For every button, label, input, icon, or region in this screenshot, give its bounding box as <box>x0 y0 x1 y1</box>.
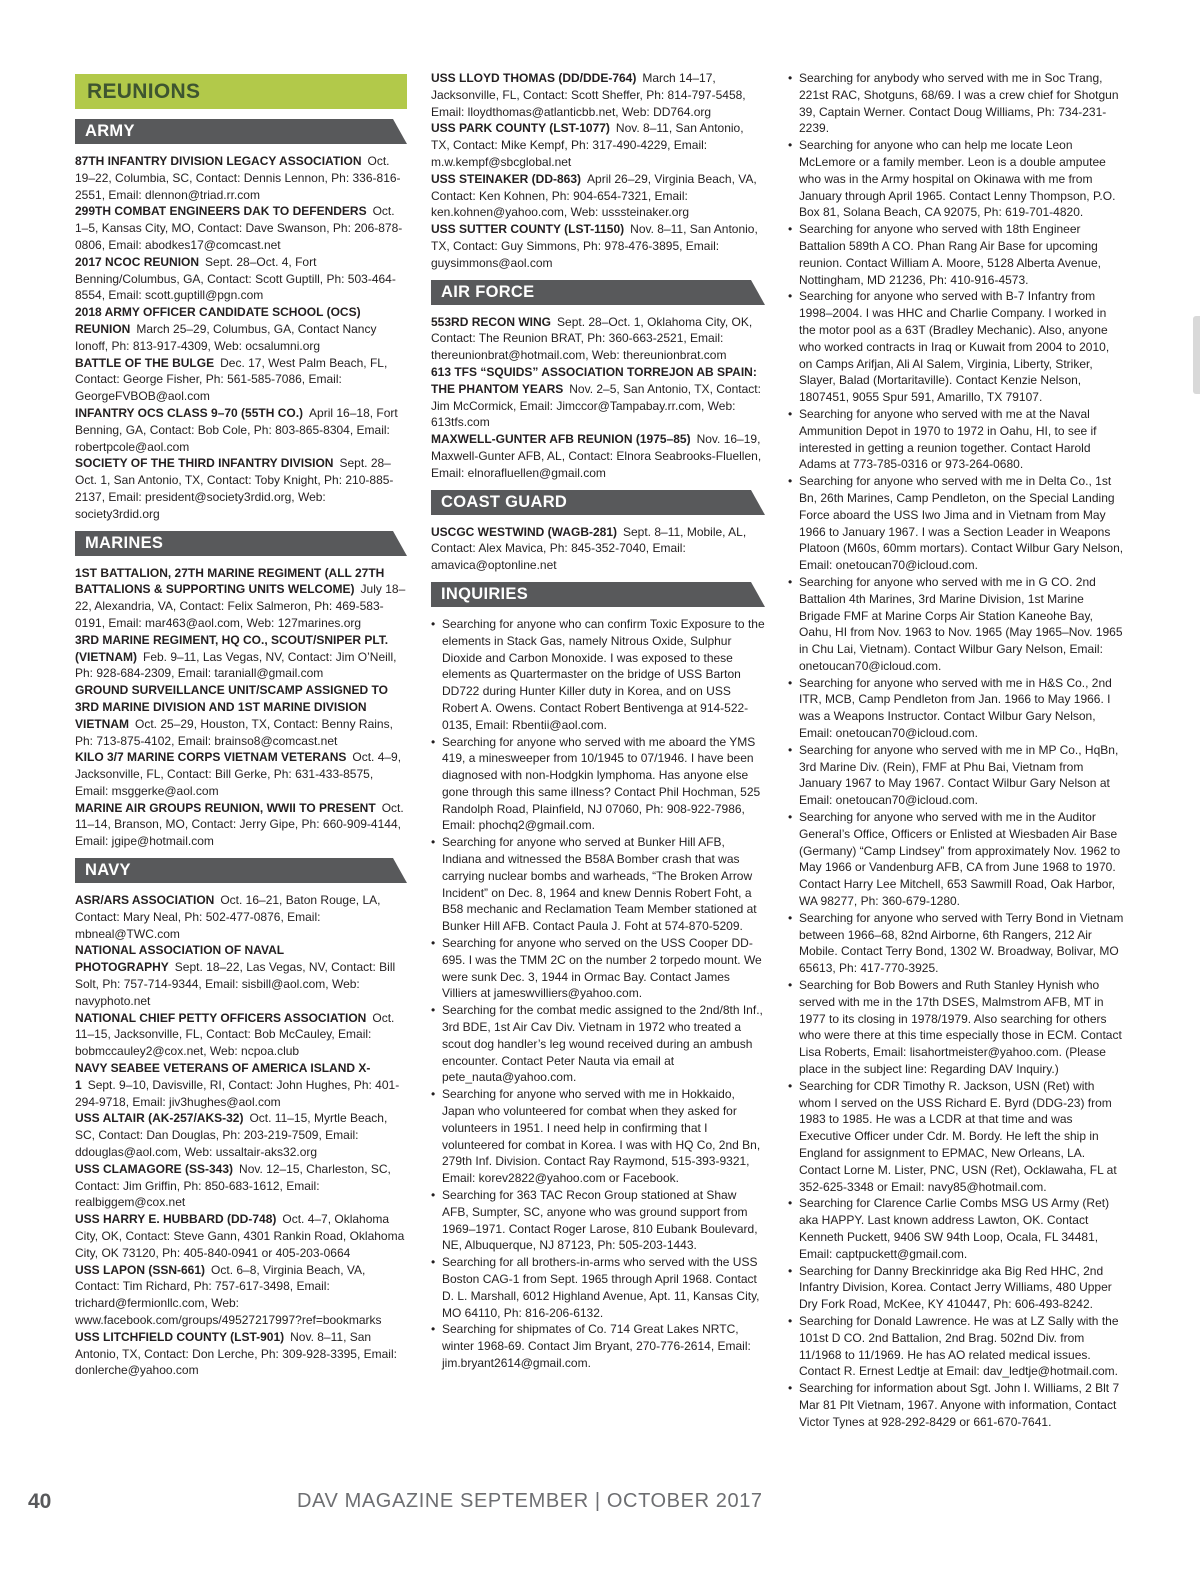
inquiry-item: • Searching for anyone who served with me at the Naval Ammunition Depot in 1970 to 1972 in Oahu, HI, to see if interested in getting a reunion together. Contact Harold Adams at 773-785-0316 or 973-264-0680. <box>788 406 1124 473</box>
reunion-name: INFANTRY OCS CLASS 9–70 (55TH CO.) <box>75 405 304 420</box>
reunion-details: Oct. 6–8, Virginia Beach, VA, Contact: Tim Richard, Ph: 757-617-3498, Email: trichard@fermionllc.com, Web: www.facebook.com/groups/49527217997?ref=bookmarks <box>75 1262 382 1327</box>
inquiry-item: • Searching for information about Sgt. John I. Williams, 2 Blt 7 Mar 81 Plt Vietnam, 1967. Anyone with information, Contact Victor Tynes at 928-292-8429 or 661-670-7641. <box>788 1380 1124 1430</box>
reunion-name: SOCIETY OF THE THIRD INFANTRY DIVISION <box>75 456 334 471</box>
reunion-details: Dec. 17, West Palm Beach, FL, Contact: George Fisher, Ph: 561-585-7086, Email: GeorgeFVBOB@aol.com <box>75 355 388 404</box>
section-header-coast-guard: COAST GUARD <box>431 490 765 515</box>
column-middle <box>431 70 765 1372</box>
inquiry-item: • Searching for anyone who served with me in Delta Co., 1st Bn, 26th Marines, Camp Pendleton, on the Special Landing Force aboard the USS Iwo Jima and in Vietnam from May 1966 to January 1967. I was a Section Leader in Weapons Platoon (M60s, 60mm mortars). Contact Wilbur Gary Nelson, Email: onetoucan70@icloud.com. <box>788 473 1124 574</box>
reunion-details: Oct. 25–29, Houston, TX, Contact: Benny Rains, Ph: 713-875-4102, Email: brainso8@comcast.net <box>75 716 393 748</box>
reunion-name: USS ALTAIR (AK-257/AKS-32) <box>75 1111 244 1126</box>
reunion-details: Sept. 28–Oct. 1, Oklahoma City, OK, Contact: The Reunion BRAT, Ph: 360-663-2521, Email: thereunionbrat@hotmail.com, Web: thereunionbrat.com <box>431 314 753 363</box>
reunion-name: USS LAPON (SSN-661) <box>75 1262 206 1277</box>
reunion-entry <box>431 314 765 364</box>
reunion-details: Nov. 16–19, Maxwell-Gunter AFB, AL, Contact: Elnora Seabrooks-Fluellen, Email: elnorafluellen@gmail.com <box>431 432 762 480</box>
reunion-entry <box>431 221 765 271</box>
inquiry-item: • Searching for CDR Timothy R. Jackson, USN (Ret) with whom I served on the USS Richard E. Byrd (DDG-23) from 1983 to 1985. He was a LCDR at that time and was Executive Officer under Cdr. M. Bordy. He left the ship in England for assignment to EPMAC, New Orleans, LA. Contact Lorne M. Lister, PNC, USN (Ret), Ocklawaha, FL at 352-625-3348 or Email: navy85@hotmail.com. <box>788 1078 1124 1196</box>
reunion-name: 553RD RECON WING <box>431 314 552 329</box>
inquiry-item: • Searching for anyone who served with me in the Auditor General’s Office, Officers or Enlisted at Wiesbaden Air Base (Germany) “Camp Lindsey” from approximately Nov. 1962 to May 1966 or Vandenburg AFB, CA from June 1968 to 1970. Contact Harry Lee Mitchell, 653 Sawmill Road, Oak Harbor, WA 98277, Ph: 360-679-1280. <box>788 809 1124 910</box>
reunion-name: USS HARRY E. HUBBARD (DD-748) <box>75 1212 277 1227</box>
section-header-navy: NAVY <box>75 858 407 883</box>
inquiry-item: • Searching for anyone who served at Bunker Hill AFB, Indiana and witnessed the B58A Bomber crash that was carrying nuclear bombs and warheads, “The Broken Arrow Incident” on Dec. 8, 1964 and knew Dennis Robert Foht, a B58 mechanic and Reclamation Team Member stationed at Bunker Hill AFB. Contact Paula J. Foht at 574-870-5209. <box>431 834 765 935</box>
reunion-name: USS STEINAKER (DD-863) <box>431 171 582 186</box>
reunion-name: 87TH INFANTRY DIVISION LEGACY ASSOCIATION <box>75 154 362 168</box>
reunion-entry <box>75 1060 407 1110</box>
coast-guard-list <box>431 524 765 574</box>
inquiry-item: • Searching for anyone who served with me aboard the YMS 419, a minesweeper from 10/1945 to 07/1946. I have been diagnosed with non-Hodgkin lymphoma. Has anyone else gone through this same illness? Contact Phil Hochman, 525 Randolph Road, Plainfield, NJ 07060, Ph: 908-922-7986, Email: phochq2@gmail.com. <box>431 734 765 835</box>
reunion-entry <box>75 254 407 304</box>
page-title: REUNIONS <box>75 74 407 109</box>
reunion-entry <box>75 682 407 749</box>
reunion-entry <box>75 892 407 942</box>
reunion-entry <box>75 800 407 850</box>
reunion-details: April 16–18, Fort Benning, GA, Contact: Bob Cole, Ph: 803-865-8304, Email: robertpcole@aol.com <box>75 405 398 454</box>
reunion-entry <box>431 70 765 120</box>
reunion-details: Oct. 4–7, Oklahoma City, OK, Contact: Steve Gann, 4301 Rankin Road, Oklahoma City, OK 73120, Ph: 405-840-0941 or 405-203-0664 <box>75 1212 405 1260</box>
reunion-name: 613 TFS “SQUIDS” ASSOCIATION TORREJON AB SPAIN: THE PHANTOM YEARS <box>431 364 757 396</box>
inquiry-item: • Searching for anyone who served with me in H&S Co., 2nd ITR, MCB, Camp Pendleton from Jan. 1966 to May 1966. I was a Weapons Instructor. Contact Wilbur Gary Nelson, Email: onetoucan70@icloud.com. <box>788 675 1124 742</box>
navy-list-part2 <box>431 70 765 272</box>
reunion-entry <box>75 1110 407 1160</box>
reunion-name: ASR/ARS ASSOCIATION <box>75 893 215 908</box>
reunion-name: BATTLE OF THE BULGE <box>75 355 215 370</box>
inquiry-item: • Searching for Danny Breckinridge aka Big Red HHC, 2nd Infantry Division, Korea. Contact Jerry Williams, 480 Upper Dry Fork Road, McKee, KY 410447, Ph: 606-493-8242. <box>788 1263 1124 1313</box>
reunion-name: GROUND SURVEILLANCE UNIT/SCAMP ASSIGNED TO 3RD MARINE DIVISION AND 1ST MARINE DIVISION VIETNAM <box>75 683 388 731</box>
reunion-name: USS LLOYD THOMAS (DD/DDE-764) <box>431 71 637 85</box>
reunion-name: USS SUTTER COUNTY (LST-1150) <box>431 222 625 237</box>
inquiry-item: • Searching for 363 TAC Recon Group stationed at Shaw AFB, Sumpter, SC, anyone who was ground support from 1969–1971. Contact Roger Larose, 810 Eubank Boulevard, NE, Albuquerque, NJ 87123, Ph: 505-203-1443. <box>431 1187 765 1254</box>
inquiry-item: • Searching for anyone who can help me locate Leon McLemore or a family member. Leon is a double amputee who was in the Army hospital on Okinawa with me from January through April 1965. Contact Lenny Thompson, P.O. Box 81, Solana Beach, CA 92075, Ph: 619-701-4820. <box>788 137 1124 221</box>
reunion-details: July 18–22, Alexandria, VA, Contact: Felix Salmeron, Ph: 469-583-0191, Email: mar463@aol.com, Web: 127marines.org <box>75 582 406 630</box>
reunion-details: Sept. 18–22, Las Vegas, NV, Contact: Bill Solt, Ph: 757-714-9344, Email: sisbill@aol.com, Web: navyphoto.net <box>75 960 396 1008</box>
inquiry-item: • Searching for Bob Bowers and Ruth Stanley Hynish who served with me in the 17th DSES, Malmstrom AFB, MT in 1977 to its closing in 1978/1979. Also searching for others who were there at this time especially those in ECM. Contact Lisa Roberts, Email: lisahortmeister@yahoo.com. (Please place in the subject line: Regarding DAV Inquiry.) <box>788 977 1124 1078</box>
army-list <box>75 153 407 523</box>
reunion-name: 3RD MARINE REGIMENT, HQ CO., SCOUT/SNIPER PLT. (VIETNAM) <box>75 632 389 664</box>
marines-list <box>75 565 407 851</box>
reunion-entry <box>75 355 407 405</box>
section-header-air-force: AIR FORCE <box>431 280 765 305</box>
inquiry-item: • Searching for Clarence Carlie Combs MSG US Army (Ret) aka HAPPY. Last known address Lawton, OK. Contact Kenneth Puckett, 9406 SW 94th Loop, Ocala, FL 34481, Email: captpuckett@gmail.com. <box>788 1195 1124 1262</box>
reunion-details: Sept. 8–11, Mobile, AL, Contact: Alex Mavica, Ph: 845-352-7040, Email: amavica@optonline.net <box>431 524 747 573</box>
reunion-name: 2017 NCOC REUNION <box>75 254 200 269</box>
reunion-entry <box>75 1329 407 1379</box>
reunion-details: March 14–17, Jacksonville, FL, Contact: Scott Sheffer, Ph: 814-797-5458, Email: lloydthomas@atlanticbb.net, Web: DD764.org <box>431 71 746 119</box>
reunion-entry <box>75 153 407 203</box>
reunion-details: Nov. 8–11, San Antonio, TX, Contact: Mike Kempf, Ph: 317-490-4229, Email: m.w.kempf@sbcglobal.net <box>431 121 744 169</box>
reunion-details: Nov. 8–11, San Antonio, TX, Contact: Don Lerche, Ph: 309-928-3395, Email: donlerche@yahoo.com <box>75 1329 397 1378</box>
reunion-name: 2018 ARMY OFFICER CANDIDATE SCHOOL (OCS) REUNION <box>75 305 361 336</box>
column-right <box>788 70 1124 1431</box>
reunion-entry <box>75 455 407 522</box>
reunion-name: KILO 3/7 MARINE CORPS VIETNAM VETERANS <box>75 750 347 765</box>
reunion-entry <box>75 749 407 799</box>
reunion-name: USS LITCHFIELD COUNTY (LST-901) <box>75 1329 285 1344</box>
column-left <box>75 70 407 1379</box>
inquiry-item: • Searching for anyone who served on the USS Cooper DD-695. I was the TMM 2C on the number 2 torpedo mount. We were sunk Dec. 3, 1944 in Ormac Bay. Contact James Villiers at jameswvilliers@yahoo.com. <box>431 935 765 1002</box>
inquiry-item: • Searching for anyone who served with 18th Engineer Battalion 589th A CO. Phan Rang Air Base for upcoming reunion. Contact William A. Moore, 5128 Alberta Avenue, Nottingham, MD 21236, Ph: 410-916-4573. <box>788 221 1124 288</box>
section-header-marines: MARINES <box>75 531 407 556</box>
reunion-entry <box>431 364 765 431</box>
reunion-details: Sept. 28–Oct. 4, Fort Benning/Columbus, GA, Contact: Scott Guptill, Ph: 503-464-8554, Email: scott.guptill@pgn.com <box>75 254 396 303</box>
reunion-entry <box>75 203 407 253</box>
reunion-details: Sept. 28–Oct. 1, San Antonio, TX, Contact: Toby Knight, Ph: 210-885-2137, Email: president@society3rdid.org, Web: society3rdid.org <box>75 456 394 521</box>
reunion-entry <box>75 942 407 1009</box>
reunion-name: MAXWELL-GUNTER AFB REUNION (1975–85) <box>431 432 691 447</box>
reunion-entry <box>431 431 765 481</box>
reunion-entry <box>75 1161 407 1211</box>
reunion-entry <box>431 120 765 170</box>
inquiries-list-part1 <box>431 616 765 1372</box>
inquiry-item: • Searching for anyone who served with B-7 Infantry from 1998–2004. I was HHC and Charlie Company. I worked in the motor pool as a 63T (Bradley Mechanic). Also, anyone who worked contracts in Iraq or Kuwait from 2004 to 2010, on Camps Arifjan, Ali Al Salem, Virginia, Liberty, Striker, Slayer, Balad (Mortaritaville). Contact Kenzie Nelson, 1807451, 9055 Spur 591, Amarillo, TX 79107. <box>788 288 1124 406</box>
reunion-details: Oct. 11–15, Myrtle Beach, SC, Contact: Dan Douglas, Ph: 203-219-7509, Email: ddouglas@aol.com, Web: ussaltair-aks32.org <box>75 1111 388 1160</box>
reunion-details: Nov. 8–11, San Antonio, TX, Contact: Guy Simmons, Ph: 978-476-3895, Email: guysimmons@aol.com <box>431 222 758 270</box>
reunion-entry <box>75 1010 407 1060</box>
reunion-name: NATIONAL CHIEF PETTY OFFICERS ASSOCIATION <box>75 1010 367 1025</box>
reunion-details: Oct. 19–22, Columbia, SC, Contact: Dennis Lennon, Ph: 336-816-2551, Email: dlennon@triad.rr.com <box>75 154 401 202</box>
reunion-details: Oct. 11–15, Jacksonville, FL, Contact: Bob McCauley, Email: bobmccauley2@cox.net, Web: ncpoa.club <box>75 1010 395 1059</box>
reunion-details: Nov. 12–15, Charleston, SC, Contact: Jim Griffin, Ph: 850-683-1612, Email: realbiggem@cox.net <box>75 1161 391 1210</box>
reunion-details: Oct. 4–9, Jacksonville, FL, Contact: Bill Gerke, Ph: 631-433-8575, Email: msggerke@aol.com <box>75 750 402 798</box>
air-force-list <box>431 314 765 482</box>
reunion-details: Oct. 16–21, Baton Rouge, LA, Contact: Mary Neal, Ph: 502-477-0876, Email: mbneal@TWC.com <box>75 893 381 941</box>
inquiry-item: • Searching for anyone who served with Terry Bond in Vietnam between 1966–68, 82nd Airborne, 6th Rangers, 212 Air Mobile. Contact Terry Bond, 1302 W. Broadway, Bolivar, MO 65613, Ph: 417-770-3925. <box>788 910 1124 977</box>
reunion-name: MARINE AIR GROUPS REUNION, WWII TO PRESENT <box>75 800 376 815</box>
section-header-inquiries: INQUIRIES <box>431 582 765 607</box>
reunion-details: March 25–29, Columbus, GA, Contact Nancy Ionoff, Ph: 813-917-4309, Web: ocsalumni.org <box>75 321 377 353</box>
magazine-footer: DAV MAGAZINE SEPTEMBER | OCTOBER 2017 <box>297 1490 763 1512</box>
reunion-name: USCGC WESTWIND (WAGB-281) <box>431 524 617 539</box>
reunion-details: Oct. 11–14, Branson, MO, Contact: Jerry Gipe, Ph: 660-909-4144, Email: jgipe@hotmail.com <box>75 800 404 849</box>
reunion-details: Sept. 9–10, Davisville, RI, Contact: John Hughes, Ph: 401-294-9718, Email: jiv3hughes@aol.com <box>75 1077 400 1109</box>
inquiry-item: • Searching for all brothers-in-arms who served with the USS Boston CAG-1 from Sept. 1965 through April 1968. Contact D. L. Marshall, 6012 Highland Avenue, Apt. 11, Kansas City, MO 64110, Ph: 816-206-6132. <box>431 1254 765 1321</box>
inquiry-item: • Searching for anybody who served with me in Soc Trang, 221st RAC, Shotguns, 68/69. I was a crew chief for Shotgun 39, Captain Werner. Contact Doug Williams, Ph: 734-231-2239. <box>788 70 1124 137</box>
reunion-entry <box>75 405 407 455</box>
page-number: 40 <box>28 1490 52 1513</box>
reunion-entry <box>75 304 407 354</box>
page-edge-tab <box>1193 316 1200 394</box>
reunion-entry <box>431 171 765 221</box>
reunion-details: Feb. 9–11, Las Vegas, NV, Contact: Jim O’Neill, Ph: 928-684-2309, Email: taraniall@gmail.com <box>75 649 397 681</box>
inquiry-item: • Searching for anyone who served with me in G CO. 2nd Battalion 4th Marines, 3rd Marine Division, 1st Marine Brigade FMF at Marine Corps Air Station Kaneohe Bay, Oahu, HI from Nov. 1963 to Nov. 1965 (May 1965–Nov. 1965 in Chu Lai, Vietnam). Contact Wilbur Gary Nelson, Email: onetoucan70@icloud.com. <box>788 574 1124 675</box>
reunion-entry <box>75 1211 407 1261</box>
inquiry-item: • Searching for shipmates of Co. 714 Great Lakes NRTC, winter 1968-69. Contact Jim Bryant, 270-776-2614, Email: jim.bryant2614@gmail.com. <box>431 1321 765 1371</box>
reunion-entry <box>75 565 407 632</box>
inquiry-item: • Searching for anyone who served with me in Hokkaido, Japan who volunteered for combat when they asked for volunteers in 1951. I need help in confirming that I volunteered for combat in Korea. I was with HQ Co, 2nd Bn, 279th Inf. Division. Contact Ray Raymond, 515-393-9321, Email: korev2822@yahoo.com or Facebook. <box>431 1086 765 1187</box>
reunion-entry <box>75 1262 407 1329</box>
reunion-details: Oct. 1–5, Kansas City, MO, Contact: Dave Swanson, Ph: 206-878-0806, Email: abodkes17@comcast.net <box>75 204 403 252</box>
reunion-name: NATIONAL ASSOCIATION OF NAVAL PHOTOGRAPHY <box>75 943 284 975</box>
reunion-name: USS CLAMAGORE (SS-343) <box>75 1161 234 1176</box>
navy-list-part1 <box>75 892 407 1379</box>
section-header-army: ARMY <box>75 119 407 144</box>
reunion-name: 1ST BATTALION, 27TH MARINE REGIMENT (ALL 27TH BATTALIONS & SUPPORTING UNITS WELCOME) <box>75 565 385 597</box>
inquiry-item: • Searching for anyone who served with me in MP Co., HqBn, 3rd Marine Div. (Rein), FMF at Phu Bai, Vietnam from January 1967 to May 1967. Contact Wilbur Gary Nelson at Email: onetoucan70@icloud.com. <box>788 742 1124 809</box>
inquiry-item: • Searching for the combat medic assigned to the 2nd/8th Inf., 3rd BDE, 1st Air Cav Div. Vietnam in 1972 who treated a scout dog handler’s leg wound received during an ambush encounter. Contact Peter Nauta via email at pete_nauta@yahoo.com. <box>431 1002 765 1086</box>
inquiry-item: • Searching for anyone who can confirm Toxic Exposure to the elements in Stack Gas, namely Nitrous Oxide, Sulphur Dioxide and Carbon Monoxide. I was exposed to these elements as Quartermaster on the bridge of USS Barton DD722 during Hunter Killer duty in Korea, and on USS Robert A. Owens. Contact Robert Bentivenga at 914-522-0135, Email: Rbentii@aol.com. <box>431 616 765 734</box>
reunion-entry <box>431 524 765 574</box>
inquiries-list-part2 <box>788 70 1124 1431</box>
reunion-entry <box>75 632 407 682</box>
reunion-name: 299TH COMBAT ENGINEERS DAK TO DEFENDERS <box>75 204 367 219</box>
reunion-name: NAVY SEABEE VETERANS OF AMERICA ISLAND X-1 <box>75 1061 371 1092</box>
reunion-details: Nov. 2–5, San Antonio, TX, Contact: Jim McCormick, Email: Jimccor@Tampabay.rr.com, Web: 613tfs.com <box>431 381 761 430</box>
reunion-name: USS PARK COUNTY (LST-1077) <box>431 121 610 136</box>
inquiry-item: • Searching for Donald Lawrence. He was at LZ Sally with the 101st D CO. 2nd Battalion, 2nd Brag. 502nd Div. from 11/1968 to 11/1969. He has AO related medical issues. Contact R. Ernest Ledtje at Email: dav_ledtje@hotmail.com. <box>788 1313 1124 1380</box>
reunion-details: April 26–29, Virginia Beach, VA, Contact: Ken Kohnen, Ph: 904-654-7321, Email: ken.kohnen@yahoo.com, Web: usssteinaker.org <box>431 171 757 220</box>
